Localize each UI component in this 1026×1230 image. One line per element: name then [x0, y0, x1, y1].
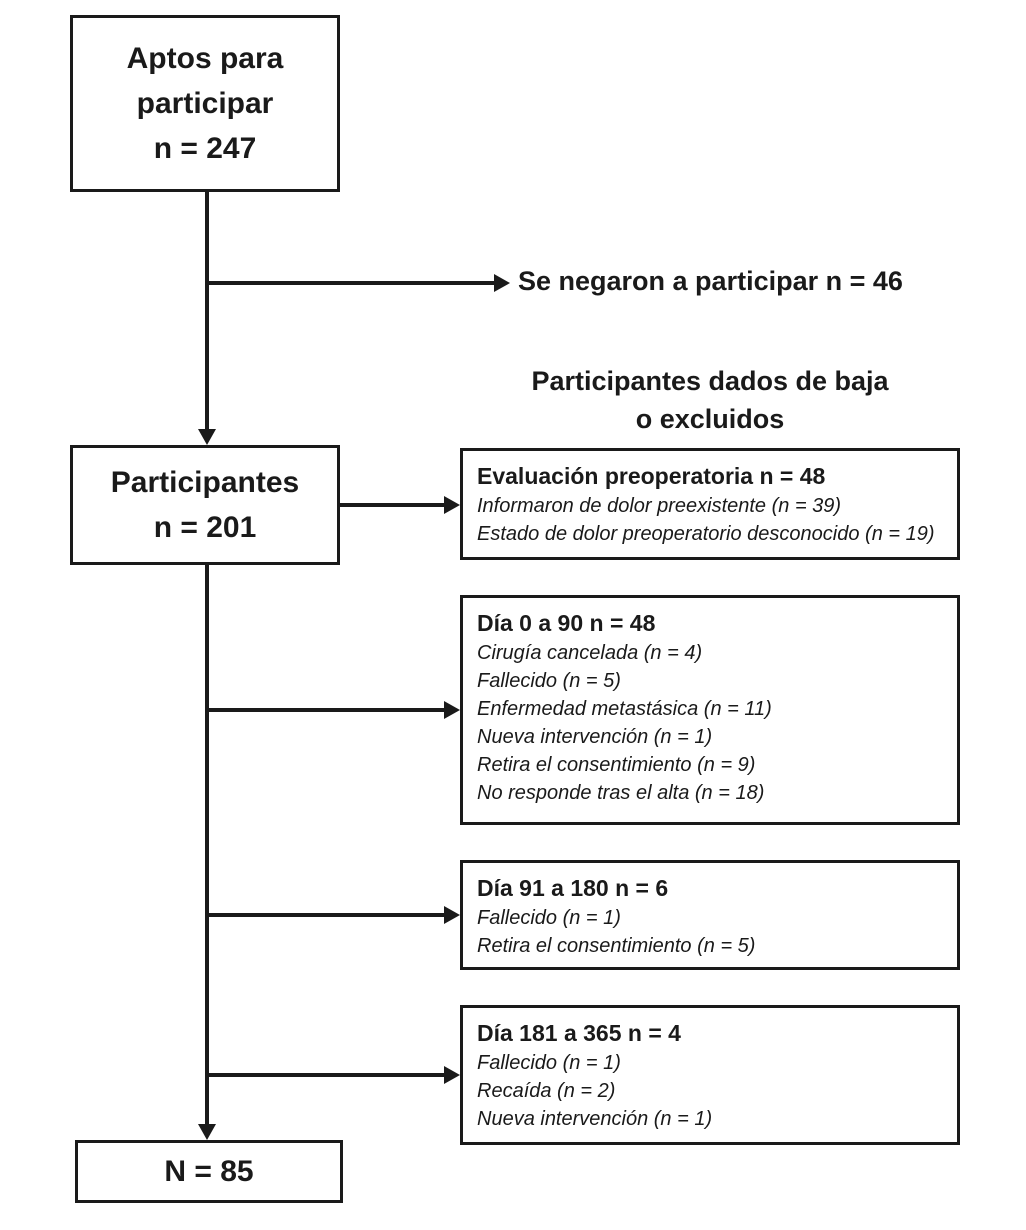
exclusion-item: Fallecido (n = 1): [477, 1052, 621, 1074]
final-count-box: [75, 1140, 343, 1203]
exclusion-item: Fallecido (n = 5): [477, 670, 621, 692]
exclusion-item: Retira el consentimiento (n = 5): [477, 935, 756, 957]
refused-label: Se negaron a participar n = 46: [518, 266, 903, 296]
connector-exclusion-4: [205, 1073, 444, 1077]
exclusion-box-day-0-90-title: Día 0 a 90 n = 48: [477, 610, 656, 636]
participants-box: [70, 445, 340, 565]
exclusions-header-line1: Participantes dados de baja: [531, 366, 889, 396]
arrowhead-down-final: [198, 1124, 216, 1140]
exclusion-box-preoperative-title: Evaluación preoperatoria n = 48: [477, 463, 826, 489]
exclusion-item: Enfermedad metastásica (n = 11): [477, 698, 772, 720]
exclusion-box-day-91-180: [460, 860, 960, 970]
exclusion-box-day-181-365: [460, 1005, 960, 1145]
final-count-label: N = 85: [164, 1155, 254, 1188]
exclusion-item: Nueva intervención (n = 1): [477, 726, 713, 748]
eligible-box-count: n = 247: [153, 132, 257, 165]
exclusion-item: Recaída (n = 2): [477, 1080, 616, 1102]
exclusion-item: Estado de dolor preoperatorio desconocido (n = 19): [477, 523, 935, 545]
connector-participants-to-final: [205, 565, 209, 1124]
exclusion-item: Informaron de dolor preexistente (n = 39): [477, 495, 842, 517]
participants-box-count: n = 201: [153, 511, 257, 544]
exclusion-box-day-181-365-title: Día 181 a 365 n = 4: [477, 1020, 681, 1046]
arrowhead-right-exclusion-2: [444, 701, 460, 719]
arrowhead-right-exclusion-3: [444, 906, 460, 924]
connector-eligible-to-participants: [205, 192, 209, 431]
eligible-box-line2: participar: [136, 87, 274, 120]
connector-refused: [205, 281, 494, 285]
eligible-box: [70, 15, 340, 192]
connector-exclusion-1: [340, 503, 444, 507]
exclusion-item: Retira el consentimiento (n = 9): [477, 754, 756, 776]
exclusion-box-day-0-90: [460, 595, 960, 825]
arrowhead-right-exclusion-1: [444, 496, 460, 514]
exclusions-header-line2: o excluidos: [635, 404, 785, 434]
connector-exclusion-2: [205, 708, 444, 712]
arrowhead-down-participants: [198, 429, 216, 445]
exclusion-item: Cirugía cancelada (n = 4): [477, 642, 703, 664]
arrowhead-right-refused: [494, 274, 510, 292]
connector-exclusion-3: [205, 913, 444, 917]
exclusion-box-preoperative: [460, 448, 960, 560]
exclusion-item: Fallecido (n = 1): [477, 907, 621, 929]
exclusion-item: Nueva intervención (n = 1): [477, 1108, 713, 1130]
exclusion-box-day-91-180-title: Día 91 a 180 n = 6: [477, 875, 669, 901]
participants-box-line1: Participantes: [110, 466, 300, 499]
arrowhead-right-exclusion-4: [444, 1066, 460, 1084]
exclusions-header: [450, 362, 970, 438]
exclusion-item: No responde tras el alta (n = 18): [477, 782, 765, 804]
eligible-box-line1: Aptos para: [126, 42, 284, 75]
